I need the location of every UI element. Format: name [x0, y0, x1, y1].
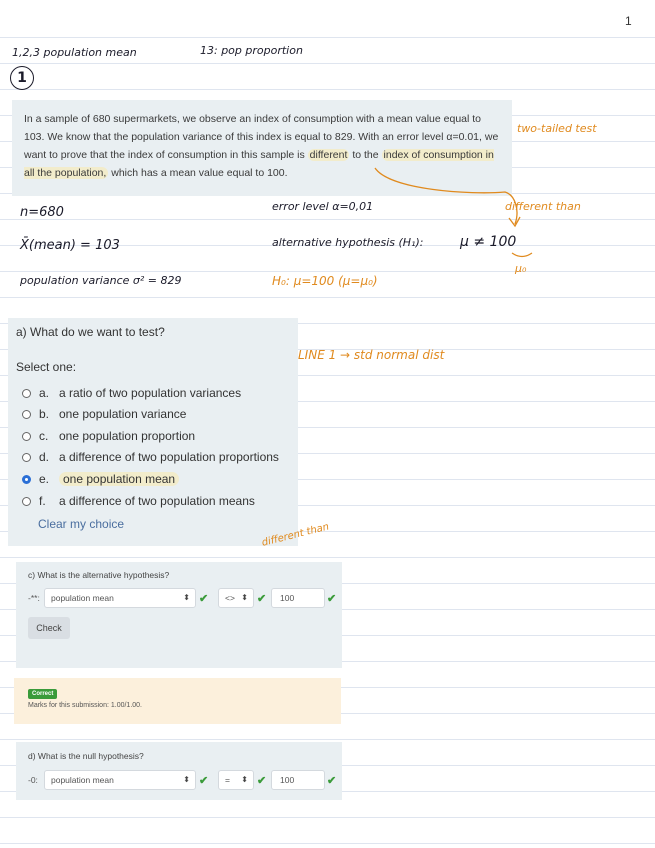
note-error-level: error level α=0,01 — [272, 200, 374, 213]
question-d-title: d) What is the null hypothesis? — [28, 751, 144, 761]
value-input[interactable]: 100 — [271, 588, 325, 608]
note-alternative-hypothesis: alternative hypothesis (H₁): — [272, 236, 424, 249]
radio-button[interactable] — [22, 432, 31, 441]
option-text: one population proportion — [59, 429, 196, 443]
option-e[interactable] — [22, 470, 179, 488]
option-text: a difference of two population proportions — [59, 450, 279, 464]
operator-select-value: = — [225, 775, 230, 785]
option-letter: e. — [39, 472, 50, 486]
page-number: 1 — [625, 14, 632, 28]
option-letter: b. — [39, 407, 50, 421]
circled-question-number: 1 — [10, 66, 34, 90]
note-sample-size: n=680 — [20, 205, 64, 220]
note-two-tailed-test: two-tailed test — [517, 122, 597, 135]
select-arrows-icon: ⬍ — [241, 775, 248, 784]
highlight-different: different — [309, 149, 348, 161]
note-different-than-2: different than — [260, 521, 331, 549]
note-different-than: different than — [505, 200, 581, 213]
problem-text-part-3: which has a mean value equal to 100. — [108, 167, 288, 179]
check-mark-icon: ✔ — [199, 593, 209, 605]
marks-text: Marks for this submission: 1.00/1.00. — [28, 702, 142, 709]
radio-button[interactable] — [22, 453, 31, 462]
note-topic-pop-proportion: 13: pop proportion — [200, 44, 303, 57]
select-arrows-icon: ⬍ — [241, 593, 248, 602]
parameter-select[interactable] — [44, 770, 196, 790]
radio-button-selected[interactable] — [22, 475, 31, 484]
question-a-title: a) What do we want to test? — [16, 325, 165, 339]
option-c[interactable] — [22, 427, 195, 445]
option-d[interactable] — [22, 448, 279, 466]
feedback-box — [14, 678, 341, 724]
check-mark-icon: ✔ — [257, 593, 267, 605]
option-f[interactable] — [22, 492, 255, 510]
option-letter: a. — [39, 386, 50, 400]
check-mark-icon: ✔ — [327, 593, 337, 605]
question-c-title: c) What is the alternative hypothesis? — [28, 570, 170, 580]
option-text: a ratio of two population variances — [59, 386, 242, 400]
operator-select[interactable] — [218, 588, 254, 608]
note-null-hypothesis: H₀: μ=100 (μ=μ₀) — [272, 274, 378, 288]
option-letter: c. — [39, 429, 49, 443]
note-population-variance: population variance σ² = 829 — [20, 274, 182, 287]
hypothesis-prefix: -**: — [28, 593, 40, 603]
option-letter: f. — [39, 494, 46, 508]
select-arrows-icon: ⬍ — [183, 775, 190, 784]
check-button[interactable]: Check — [28, 617, 70, 639]
check-mark-icon: ✔ — [199, 775, 209, 787]
note-alternative-formula: μ ≠ 100 — [460, 234, 517, 250]
parameter-select-value: population mean — [51, 775, 114, 785]
clear-my-choice-link[interactable]: Clear my choice — [38, 517, 125, 531]
highlight-index-of-consumption: index of consumption in all the population, — [24, 149, 494, 179]
check-mark-icon: ✔ — [257, 775, 267, 787]
radio-button[interactable] — [22, 389, 31, 398]
option-a[interactable] — [22, 384, 241, 402]
option-text: a difference of two population means — [59, 494, 255, 508]
hypothesis-prefix: -0: — [28, 775, 38, 785]
operator-select[interactable] — [218, 770, 254, 790]
operator-select-value: <> — [225, 593, 235, 603]
note-mu-zero: μ₀ — [515, 262, 527, 275]
radio-button[interactable] — [22, 410, 31, 419]
option-text-highlighted: one population mean — [59, 472, 179, 486]
note-line-1-std-normal: LINE 1 → std normal dist — [298, 348, 445, 362]
value-input[interactable]: 100 — [271, 770, 325, 790]
option-b[interactable] — [22, 405, 186, 423]
check-mark-icon: ✔ — [327, 775, 337, 787]
problem-text-part-1: In a sample of 680 supermarkets, we observe an index of consumption with a mean value equal to 103. We know that the population variance of this index is equal to 829. With an error level α=0.01, we want to prove that the index of consumption in this sample is — [24, 113, 499, 161]
select-one-label: Select one: — [16, 360, 77, 374]
parameter-select-value: population mean — [51, 593, 114, 603]
option-letter: d. — [39, 450, 50, 464]
select-arrows-icon: ⬍ — [183, 593, 190, 602]
problem-text-part-2: to the — [349, 149, 382, 161]
radio-button[interactable] — [22, 497, 31, 506]
correct-badge: Correct — [28, 689, 57, 699]
option-text: one population variance — [59, 407, 187, 421]
note-sample-mean: X̄(mean) = 103 — [20, 238, 120, 253]
parameter-select[interactable] — [44, 588, 196, 608]
note-topic-population-mean: 1,2,3 population mean — [12, 46, 137, 59]
